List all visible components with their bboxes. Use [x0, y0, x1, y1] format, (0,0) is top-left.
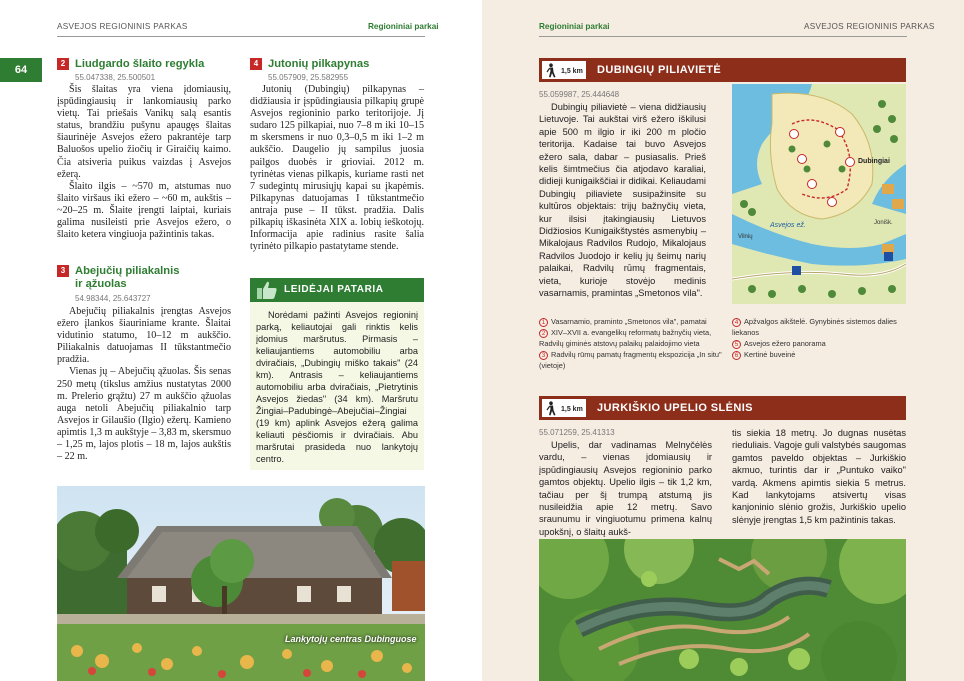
entry-number-badge: 4: [250, 58, 262, 70]
legend-number: 4: [732, 318, 741, 327]
entry-title: Jutonių pilkapynas: [268, 58, 370, 70]
banner-title: JURKIŠKIO UPELIO SLĖNIS: [597, 402, 753, 414]
map-legend-right: [732, 316, 906, 360]
banner-title: DUBINGIŲ PILIAVIETĖ: [597, 64, 722, 76]
paragraph: Šlaito ilgis – ~570 m, atstumas nuo šlaito viršaus iki ežero – ~60 m, aukštis – ~20–25 m. Šlaite įrengti laiptai, kuriais galima nusileisti prie Asvejos ežero, o šlaito ketera vingiuoja pažintinis takas.: [57, 180, 231, 241]
page-number: 64: [0, 58, 42, 82]
entry-body-col1: [539, 439, 712, 538]
paragraph: Norėdami pažinti Asvejos regioninį parką, keliautojai gali rinktis kelis įdomius maršrutus. Pirmasis – keliaujantiems automobiliu arba dviračiais, „Dubingių miško takais" (24 km). Antrasis – keliaujantiems automobiliu arba dviračiais, „Pietrytinis Asvejos žiedas" (34 km). Maršrutu Žingiai–Padubingė–Abejučiai–Žingiai (19 km) aplink Asvejos ežerą galima keliauti pėsčiomis ir dviračiais. Abu maršrutai prasideda nuo lankytojų centro.: [256, 310, 418, 464]
hiker-icon: [544, 63, 558, 78]
section-title-right: Regioniniai parkai: [539, 22, 610, 31]
section-title-left: Regioniniai parkai: [368, 22, 439, 31]
tip-header: [250, 278, 424, 302]
paragraph: Upelis, dar vadinamas Melnyčėlės vardu, – vienas įdomiausių ir įspūdingiausių Asvejos regioninio parko gamtos objektų. Upelio ilgis – tik 1,2 km, tačiau per šį trumpą atstumą jis nusileidžia apie 12 metrų. Savo sraunumu ir vingiuotumu primena kalnų upokšnį, o šlaitų aukš-: [539, 440, 712, 537]
entry-number-badge: 3: [57, 265, 69, 277]
map-legend-left: [539, 316, 724, 371]
paragraph: Jutonių (Dubingių) pilkapynas – didžiausia ir įspūdingiausia pilkapių grupė Asvejos regioninio parko teritorijoje. Jį sudaro 125 pilkapiai, nuo 7–8 m iki 10–15 m skersmens ir nuo 0,3–0,5 m iki 1–2 m aukščio. Daugelio jų sampilus juosia pailgos duobės ir grioviai. 2012 m. tyrinėtas vienas pilkapis, kuriame rasti net 7 sudegintų mirusiųjų kapai su įkapėmis. Pilkapynas datuojamas I tūkstantmečio antraja puse – II tūkst. pradžia. Dalis pilkapių iškasinėta XIX a. lobių ieškotojų. Informacija apie radinius rasite šalia tyrinėto pilkapio pastatytame stende.: [250, 84, 424, 253]
paragraph: Abejučių piliakalnis įrengtas Asvejos ežero įlankos šiauriniame krante. Šlaitai vidutinio statumo, 10–12 m aukščio. Piliakalnis datuojamas II tūkstantmečio pradžia.: [57, 306, 231, 366]
legend-item: [539, 349, 724, 371]
section-banner: [539, 58, 906, 82]
entry-coords: 55.059987, 25.444648: [539, 90, 620, 99]
legend-text: Kertinė buveinė: [744, 350, 796, 359]
header-rule-left: [57, 36, 425, 37]
map-illustration: [732, 84, 906, 304]
legend-number: 1: [539, 318, 548, 327]
entry-number-badge: 2: [57, 58, 69, 70]
visitor-centre-photo: [57, 486, 425, 681]
hike-distance: 1,5 km: [561, 68, 583, 75]
entry-coords: 55.047338, 25.500501: [75, 73, 156, 82]
legend-number: 2: [539, 329, 548, 338]
entry-body: [57, 306, 231, 463]
paragraph: Šis šlaitas yra viena įdomiausių, įspūdingiausių ir lankomiausių parko vietų. Tai priešais Vanikų salą esantis status, brandžiu pušynu apaugęs šlaitas šiaurinėje Asvejos ežero pakrantėje tarp Baluošos upelio žiočių ir Giraičių kaimo. Čia atsiveria puikus vaizdas į Asvejos ežerą.: [57, 84, 231, 180]
photo-caption: Lankytojų centras Dubinguose: [285, 634, 417, 644]
thumbs-up-icon: [256, 280, 278, 300]
map-label-road-left: Vilnių: [738, 234, 753, 240]
legend-number: 5: [732, 340, 741, 349]
stream-valley-photo: [539, 539, 906, 681]
running-title-left: ASVEJOS REGIONINIS PARKAS: [57, 22, 188, 31]
paragraph: tis siekia 18 metrų. Jo dugnas nusėtas rieduliais. Vagoje guli valstybės saugomas gamtos paveldo objektas – Jurkiškio akmuo, turintis dar ir „Puntuko vaiko" vardą. Akmens apimtis siekia 5 metrus. Kad lankytojams atsivertų visas kanjoninio slėnio grožis, Jurkiškio upelio slėnyje įrengtas 1,5 km pažintinis takas.: [732, 428, 906, 525]
entry-title-line2: ir ąžuolas: [75, 278, 127, 290]
map-label-town: Dubingiai: [858, 158, 890, 165]
map-label-lake: Asvejos ež.: [770, 222, 806, 229]
valley-photo-illustration: [539, 539, 906, 681]
running-title-right: ASVEJOS REGIONINIS PARKAS: [804, 22, 935, 31]
entry-body: [539, 101, 706, 300]
site-map: [732, 84, 906, 304]
entry-coords: 54.98344, 25.643727: [75, 294, 151, 303]
legend-item: [732, 338, 906, 349]
legend-text: Apžvalgos aikštelė. Gynybinės sistemos dalies liekanos: [732, 317, 897, 337]
hiker-icon: [544, 401, 558, 416]
entry-coords: 55.071259, 25.41313: [539, 428, 615, 437]
entry-title-line1: Abejučių piliakalnis: [75, 265, 180, 277]
legend-text: Asvejos ežero panorama: [744, 339, 826, 348]
entry-body-col2: [732, 427, 906, 526]
tip-box: [250, 278, 424, 470]
legend-number: 3: [539, 351, 548, 360]
legend-item: [539, 316, 724, 327]
legend-text: Radvilų rūmų pamatų fragmentų ekspozicija „In situ" (vietoje): [539, 350, 722, 370]
hike-distance: 1,5 km: [561, 406, 583, 413]
paragraph: Dubingių piliavietė – viena didžiausių Lietuvoje. Tai aukštai virš ežero iškilusi apie 500 m ilgio ir iki 200 m pločio teritorija. Kadaise tai buvo Asvejos ežero sala, dabar – pusiasalis. Prieš kelis šimtmečius čia atjodavo karaliai, didieji kunigaikščiai ir didikai. Keliaudami Dubingių piliaviete susipažinsite su kultūros objektais: trijų bažnyčių vieta, kur ilsisi įtakingiausių Lietuvos Didžiosios Kunigaikštystės asmenybių – Mikalojaus Radvilos Rudojo, Mikalojaus Radvilos Juodojo ir kelių jų šeimų narių palaikai, Radvilų rūmų fragmentais, vieta, kurioje stovėjo medinis vasarnamis, pramintas „Smetonos vila".: [539, 102, 706, 299]
tip-text: [256, 309, 418, 465]
hike-distance-badge: [541, 60, 587, 80]
right-page: [482, 0, 964, 681]
entry-coords: 55.057909, 25.582955: [268, 73, 349, 82]
section-banner: [539, 396, 906, 420]
legend-text: Vasarnamio, praminto „Smetonos vila", pamatai: [551, 317, 707, 326]
legend-text: XIV–XVII a. evangelikų reformatų bažnyčių vieta, Radvilų giminės atstovų palaikų palaidojimo vieta: [539, 328, 712, 348]
entry-title: Liudgardo šlaito regykla: [75, 58, 205, 70]
legend-item: [732, 349, 906, 360]
tip-title: LEIDĖJAI PATARIA: [284, 284, 384, 295]
paragraph: Vienas jų – Abejučių ąžuolas. Šis senas 250 metų (tikslus amžius nustatytas 2000 m. Prelerio grąžtu) 27 m aukščio ąžuolas auga netoli Abejučių piliakalnio tarp Asvejos ir Gilaušio (Ilgio) ežerų. Kamieno apimtis 1,3 m aukštyje – 3,83 m, skersmuo – 1,25 m, lajos plotis – 18 m, lajos aukštis – 22 m.: [57, 366, 231, 463]
entry-body: [250, 84, 424, 253]
legend-item: [732, 316, 906, 338]
map-label-road-right: Jonišk.: [874, 220, 893, 226]
header-rule-right: [539, 36, 907, 37]
house-photo-illustration: [57, 486, 425, 681]
legend-number: 6: [732, 351, 741, 360]
legend-item: [539, 327, 724, 349]
entry-body: [57, 84, 231, 241]
hike-distance-badge: [541, 398, 587, 418]
